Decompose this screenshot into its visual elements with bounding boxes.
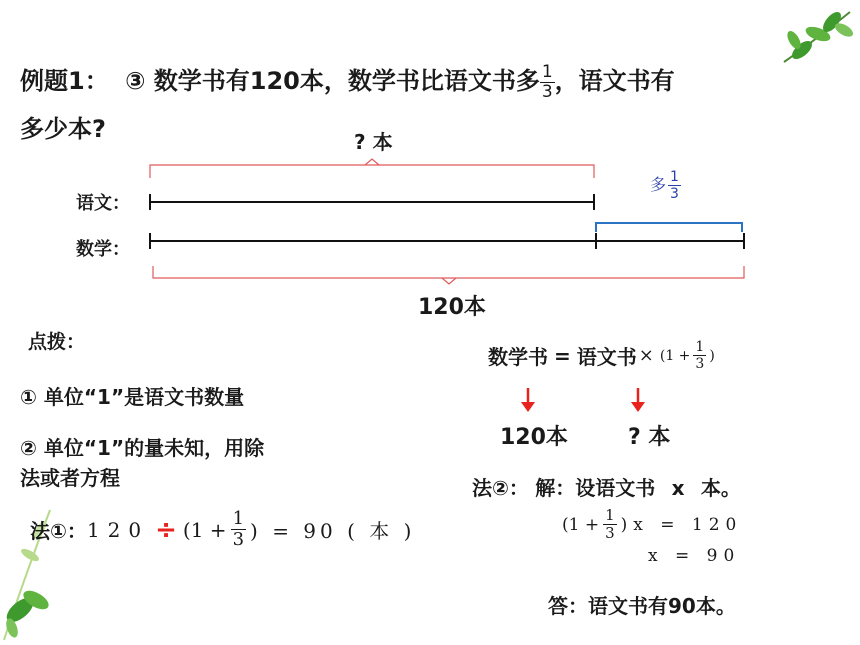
bottom-label: 120本 (418, 295, 486, 320)
extra-bracket (596, 223, 742, 232)
bottom-bracket (153, 266, 744, 278)
method-2-unit: 本。 (700, 476, 741, 500)
row-label-math: 数学： (76, 239, 130, 260)
relation-den: 3 (695, 356, 705, 372)
relation-left: 数学书 (488, 345, 548, 369)
extra-fraction (668, 170, 681, 201)
method-1-label: 法①： (30, 519, 87, 543)
relation-close: ) (709, 347, 715, 364)
extra-num: 1 (670, 169, 679, 185)
top-bracket (150, 165, 594, 178)
hint-point-1: ① 单位“1”是语文书数量 (20, 385, 245, 409)
hint-point-2a: ② 单位“1”的量未知，用除 (20, 436, 265, 460)
eq1-open: (1 + (562, 514, 600, 535)
row-label-chinese: 语文： (76, 193, 130, 214)
hint-point-2b: 法或者方程 (20, 466, 120, 490)
relation-open: (1 + (659, 347, 691, 364)
title-fraction-den: 3 (541, 81, 553, 102)
method-2-equation-2: x = 90 (648, 546, 741, 566)
eq1-den: 3 (605, 524, 615, 542)
relation-equation (488, 340, 715, 371)
method-2-var: x (671, 476, 685, 500)
method-1 (30, 510, 415, 549)
method-1-close: ) = 90 ( 本 ) (250, 519, 416, 543)
answer: 答：语文书有90本。 (548, 594, 736, 618)
method-1-dividend: 120 (86, 517, 150, 542)
title-fraction (540, 61, 555, 102)
title-line-2: 多少本? (20, 115, 106, 143)
extra-den: 3 (670, 186, 679, 202)
title-prefix: 例题1： (20, 67, 109, 95)
method-2 (472, 472, 741, 501)
method-2-equation-1 (562, 508, 742, 541)
method-2-label: 法②： (472, 476, 529, 500)
title-text-1: 数学书有120本，数学书比语文书多 (153, 67, 540, 95)
relation-num: 1 (695, 339, 705, 355)
hint-heading: 点拨： (28, 331, 86, 353)
method-1-fraction (231, 510, 246, 549)
title-text-2: ，语文书有 (554, 67, 675, 95)
extra-label (650, 170, 681, 201)
method-1-open: (1 + (182, 517, 227, 542)
relation-fraction (693, 340, 706, 371)
eq1-num: 1 (605, 506, 615, 524)
method-1-den: 3 (232, 529, 245, 550)
top-label: ? 本 (354, 130, 393, 154)
method-1-divide-sign: ÷ (155, 514, 177, 545)
eq1-rest: )x = 120 (620, 514, 743, 535)
relation-right: 语文书 (576, 345, 637, 369)
value-left: 120本 (500, 425, 568, 450)
problem-title (20, 62, 675, 101)
title-fraction-num: 1 (541, 61, 553, 82)
relation-eq: = (554, 343, 571, 368)
relation-times: × (638, 345, 654, 366)
eq1-fraction (603, 508, 617, 541)
title-circle-number: ③ (125, 67, 146, 95)
extra-prefix: 多 (650, 175, 667, 194)
leaf-branch-icon-top-right (780, 4, 858, 68)
method-1-num: 1 (232, 508, 245, 529)
method-2-text: 解：设语文书 (535, 476, 656, 500)
value-right: ? 本 (628, 425, 671, 450)
